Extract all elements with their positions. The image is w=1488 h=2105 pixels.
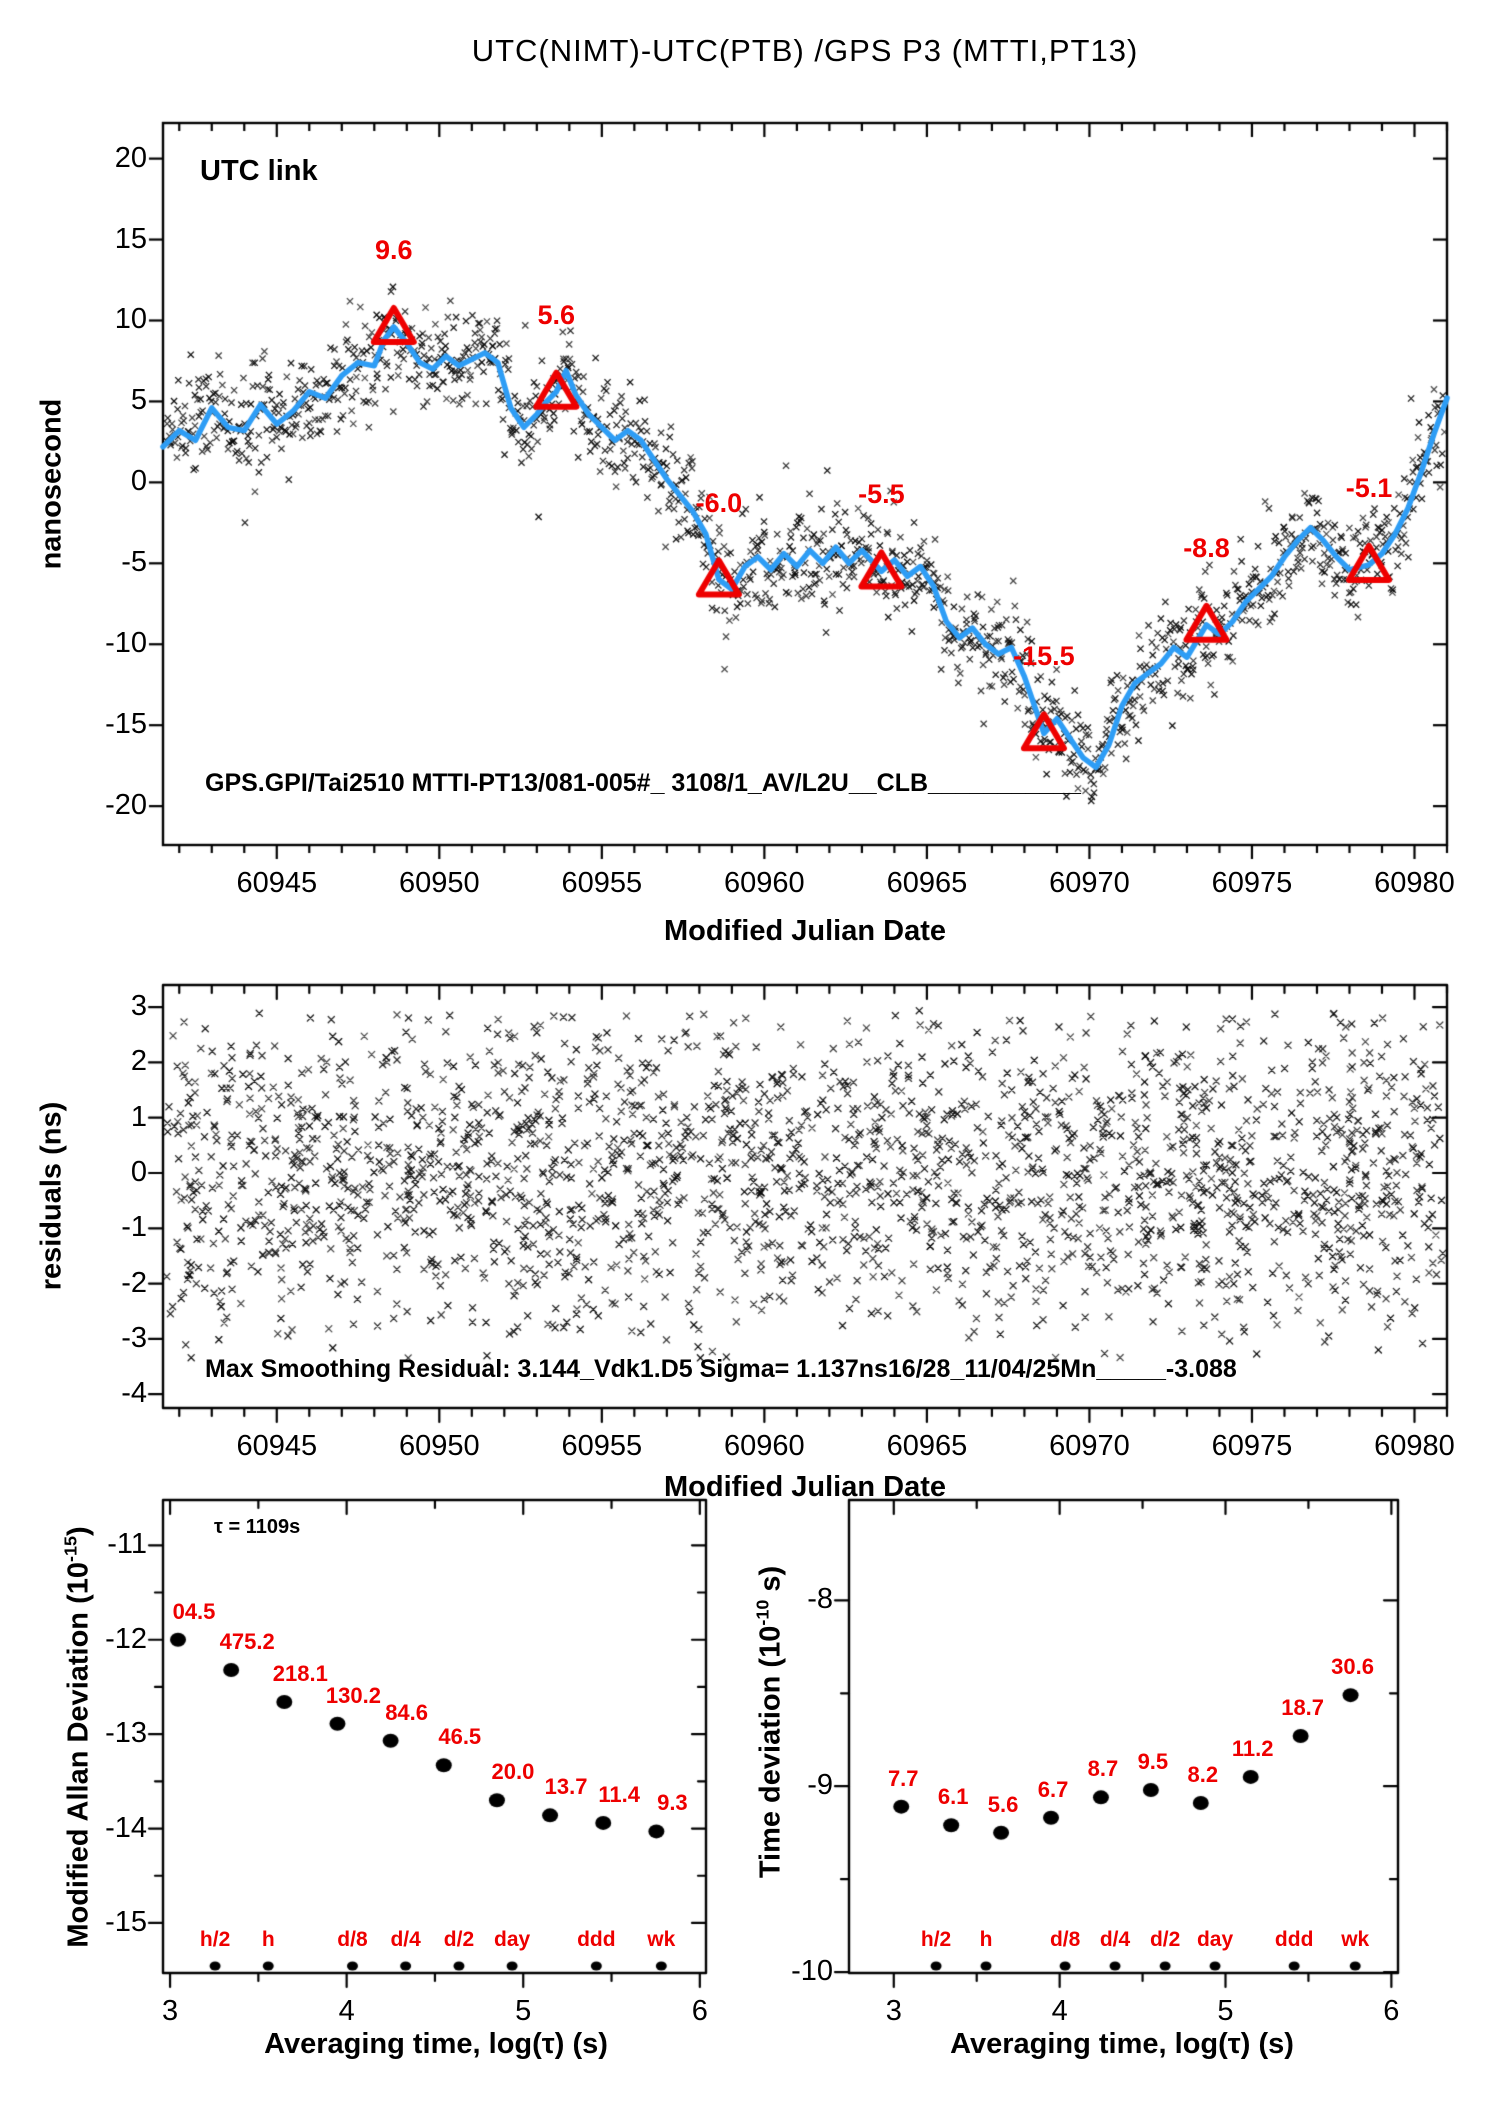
calibration-value-label: -6.0 <box>695 487 743 518</box>
mdev-avg-marker-label: h <box>261 1928 275 1951</box>
mdev-avg-marker-label: day <box>494 1928 531 1951</box>
utc_link_timeseries-x-tick-label: 60950 <box>398 867 480 899</box>
mdev-y-tick-label: -12 <box>105 1622 147 1655</box>
calibration-value-label: -8.8 <box>1183 532 1230 563</box>
top-annotation: GPS.GPI/Tai2510 MTTI-PT13/081-005#_ 3108/1_AV/L2U__CLB___________ <box>205 769 1081 797</box>
residuals-y-tick-label: 0 <box>130 1156 147 1188</box>
utc_link_timeseries-x-tick-label: 60965 <box>886 867 968 899</box>
tdev-x-axis-title: Averaging time, log(τ) (s) <box>950 2028 1294 2060</box>
residuals-y-tick-label: 3 <box>130 990 147 1023</box>
tdev-point-value-label: 6.1 <box>937 1784 969 1810</box>
mdev-point-value-label: 475.2 <box>219 1628 275 1654</box>
residuals-x-tick-label: 60980 <box>1374 1430 1455 1462</box>
mdev-point-value-label: 20.0 <box>491 1759 535 1785</box>
tdev-point-value-label: 8.2 <box>1187 1761 1219 1787</box>
calibration-value-label: -5.5 <box>858 479 905 510</box>
residuals-y-tick-label: 1 <box>130 1100 147 1133</box>
utc_link_timeseries-x-tick-label: 60970 <box>1049 867 1130 899</box>
utc_link_timeseries-x-tick-label: 60980 <box>1374 867 1455 899</box>
tdev-avg-marker-label: d/8 <box>1049 1928 1081 1951</box>
mdev-y-tick-label: -13 <box>105 1717 147 1750</box>
tdev-point-value-label: 7.7 <box>887 1765 919 1791</box>
mdev-avg-marker-label: d/4 <box>390 1928 421 1951</box>
tdev-point-value-label: 18.7 <box>1281 1695 1325 1721</box>
utc_link_timeseries-y-tick-label: 15 <box>114 222 147 255</box>
utc_link_timeseries-y-tick-label: 20 <box>114 141 147 174</box>
tdev-x-tick-label: 5 <box>1217 1995 1234 2027</box>
mdev-point-value-label: 13.7 <box>544 1774 588 1800</box>
utc_link_timeseries-y-tick-label: 0 <box>130 465 147 498</box>
utc-link-label: UTC link <box>200 155 318 187</box>
calibration-value-label: 5.6 <box>537 299 576 330</box>
mdev-point-value-label: 04.5 <box>172 1598 216 1624</box>
residuals-y-tick-label: 2 <box>130 1045 147 1078</box>
tdev-point-value-label: 6.7 <box>1037 1776 1069 1802</box>
top-y-axis-title: nanosecond <box>35 398 68 570</box>
utc_link_timeseries-x-tick-label: 60975 <box>1211 867 1293 899</box>
tdev-point-value-label: 11.2 <box>1231 1735 1274 1761</box>
tdev-avg-marker-label: h <box>979 1928 993 1951</box>
residuals-y-tick-label: -1 <box>121 1211 147 1244</box>
residuals-x-tick-label: 60970 <box>1049 1430 1130 1462</box>
mdev-avg-marker-label: d/2 <box>443 1928 475 1951</box>
top-x-axis-title: Modified Julian Date <box>664 915 946 947</box>
tdev-y-title-close: s) <box>754 1565 787 1600</box>
tau-note: τ = 1109s <box>214 1516 301 1538</box>
mdev-x-tick-label: 3 <box>161 1995 179 2027</box>
mdev-avg-marker-label: ddd <box>577 1928 616 1951</box>
residuals-x-tick-label: 60965 <box>886 1430 968 1462</box>
mdev-x-tick-label: 6 <box>691 1995 708 2027</box>
tdev-point-value-label: 9.5 <box>1137 1748 1169 1774</box>
tdev-x-tick-label: 3 <box>885 1995 902 2027</box>
mdev-point-value-label: 84.6 <box>385 1699 429 1725</box>
mdev-x-tick-label: 5 <box>515 1995 532 2027</box>
mdev-x-axis-title: Averaging time, log(τ) (s) <box>264 2028 608 2060</box>
residuals-x-axis-title: Modified Julian Date <box>664 1471 946 1503</box>
utc_link_timeseries-y-tick-label: -5 <box>121 546 147 579</box>
residuals-x-tick-label: 60960 <box>724 1430 805 1462</box>
residuals-y-tick-label: -4 <box>121 1377 147 1410</box>
tdev-point-value-label: 5.6 <box>987 1791 1019 1817</box>
mdev-y-tick-label: -11 <box>107 1528 147 1561</box>
calibration-value-label: -5.1 <box>1345 472 1393 503</box>
residuals-y-tick-label: -3 <box>121 1321 147 1354</box>
residuals-x-tick-label: 60975 <box>1211 1430 1293 1462</box>
page-title: UTC(NIMT)-UTC(PTB) /GPS P3 (MTTI,PT13) <box>471 33 1139 68</box>
utc_link_timeseries-x-tick-label: 60955 <box>561 867 643 899</box>
mdev-x-tick-label: 4 <box>338 1995 355 2027</box>
mdev-y-title-exponent: -15 <box>60 1536 81 1563</box>
mdev-avg-marker-label: wk <box>647 1928 676 1951</box>
tdev-avg-marker-label: d/4 <box>1099 1928 1131 1951</box>
residuals-x-tick-label: 60945 <box>236 1430 318 1462</box>
residuals-y-axis-title: residuals (ns) <box>35 1101 68 1291</box>
tdev-y-tick-label: -10 <box>791 1955 833 1988</box>
tdev-y-title-main: Time deviation (10 <box>754 1625 787 1879</box>
utc_link_timeseries-x-tick-label: 60945 <box>236 867 318 899</box>
mdev-point-value-label: 218.1 <box>272 1661 328 1687</box>
tdev-avg-marker-label: ddd <box>1274 1928 1314 1951</box>
mdev-y-title-main: Modified Allan Deviation (10 <box>62 1562 95 1948</box>
mdev-avg-marker-label: h/2 <box>199 1928 231 1951</box>
mdev-point-value-label: 130.2 <box>325 1682 381 1708</box>
mdev-point-value-label: 11.4 <box>598 1781 641 1807</box>
tdev-avg-marker-label: d/2 <box>1149 1928 1181 1951</box>
tdev-point-value-label: 8.7 <box>1087 1756 1119 1782</box>
residuals-y-tick-label: -2 <box>121 1266 147 1299</box>
residuals-x-tick-label: 60950 <box>398 1430 480 1462</box>
mdev-y-title-close: ) <box>62 1526 95 1537</box>
tdev-x-tick-label: 4 <box>1051 1995 1068 2027</box>
mdev-point-value-label: 9.3 <box>657 1790 688 1816</box>
tdev-y-tick-label: -9 <box>807 1769 833 1802</box>
calibration-value-label: -15.5 <box>1013 641 1075 672</box>
mdev-y-tick-label: -14 <box>105 1811 147 1844</box>
utc_link_timeseries-y-tick-label: -15 <box>105 708 147 741</box>
tdev-point-value-label: 30.6 <box>1331 1654 1374 1680</box>
mdev-y-tick-label: -15 <box>105 1905 147 1938</box>
tdev-y-title-exponent: -10 <box>752 1599 773 1626</box>
utc_link_timeseries-y-tick-label: -20 <box>105 789 147 822</box>
residuals-annotation: Max Smoothing Residual: 3.144_Vdk1.D5 Sigma= 1.137ns16/28_11/04/25Mn_____-3.088 <box>205 1355 1237 1383</box>
mdev-avg-marker-label: d/8 <box>337 1928 368 1951</box>
utc_link_timeseries-x-tick-label: 60960 <box>724 867 805 899</box>
residuals-x-tick-label: 60955 <box>561 1430 643 1462</box>
utc_link_timeseries-y-tick-label: 10 <box>114 303 147 336</box>
utc_link_timeseries-y-tick-label: -10 <box>105 627 147 660</box>
tdev-avg-marker-label: wk <box>1341 1928 1370 1951</box>
utc_link_timeseries-y-tick-label: 5 <box>130 384 147 417</box>
mdev-point-value-label: 46.5 <box>438 1724 482 1750</box>
tdev-y-tick-label: -8 <box>807 1583 833 1616</box>
tdev-x-tick-label: 6 <box>1383 1995 1400 2027</box>
calibration-value-label: 9.6 <box>375 234 413 265</box>
tdev-avg-marker-label: h/2 <box>920 1928 952 1951</box>
tdev-avg-marker-label: day <box>1196 1928 1234 1951</box>
